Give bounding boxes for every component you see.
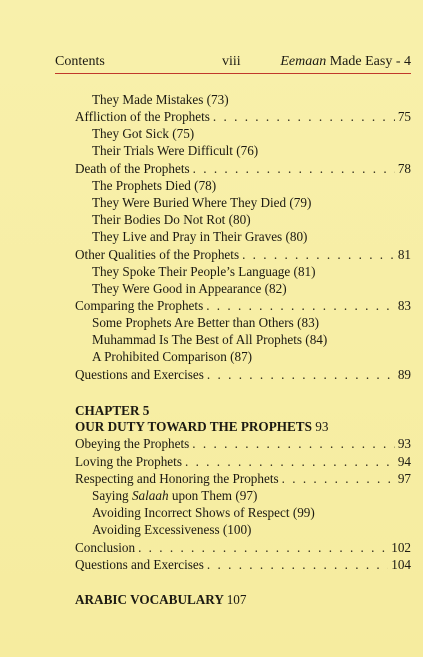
toc-entry: They Made Mistakes (73): [92, 92, 229, 107]
header-book-title: Eemaan Made Easy - 4: [280, 54, 411, 69]
toc-entry: Affliction of the Prophets . . . 75: [75, 109, 411, 125]
header-section-title: Contents: [55, 54, 105, 69]
toc-entry: The Prophets Died (78): [92, 178, 217, 193]
toc-entry: They Live and Pray in Their Graves (80): [92, 229, 308, 244]
page-header: [55, 54, 411, 74]
toc-entry: A Prohibited Comparison (87): [92, 349, 253, 364]
toc-entry: Comparing the Prophets . . . 83: [75, 298, 411, 314]
toc-entry: They Were Good in Appearance (82): [92, 281, 287, 296]
header-page-number: viii: [222, 54, 241, 69]
toc-entry: Saying Salaah upon Them (97): [92, 488, 258, 503]
toc-entry: They Were Buried Where They Died (79): [92, 195, 312, 210]
toc-entry: Their Bodies Do Not Rot (80): [92, 212, 251, 227]
toc-entry: Questions and Exercises . . . 89: [75, 367, 411, 383]
toc-entry: Death of the Prophets . . . 78: [75, 161, 411, 177]
toc-entry: Some Prophets Are Better than Others (83): [92, 315, 320, 330]
toc-entry: Their Trials Were Difficult (76): [92, 143, 259, 158]
toc-entry: Muhammad Is The Best of All Prophets (84): [92, 332, 328, 347]
toc-entry: Obeying the Prophets . . . 93: [75, 436, 411, 452]
toc-entry: They Spoke Their People’s Language (81): [92, 264, 316, 279]
toc-entry: They Got Sick (75): [92, 126, 195, 141]
arabic-vocabulary-entry: ARABIC VOCABULARY 107: [75, 592, 247, 607]
toc-entry: Avoiding Excessiveness (100): [92, 522, 252, 537]
toc-entry: Other Qualities of the Prophets . . . 81: [75, 247, 411, 263]
toc-entry: Conclusion . . . 102: [75, 540, 411, 556]
toc-entry: Loving the Prophets . . . 94: [75, 454, 411, 470]
header-rule: [55, 73, 411, 74]
toc-entry: Questions and Exercises . . . 104: [75, 557, 411, 573]
toc-entry: Respecting and Honoring the Prophets . . . 97: [75, 471, 411, 487]
toc-entry: Avoiding Incorrect Shows of Respect (99): [92, 505, 315, 520]
chapter-label: CHAPTER 5: [75, 403, 150, 418]
chapter-title: OUR DUTY TOWARD THE PROPHETS 93: [75, 419, 329, 434]
